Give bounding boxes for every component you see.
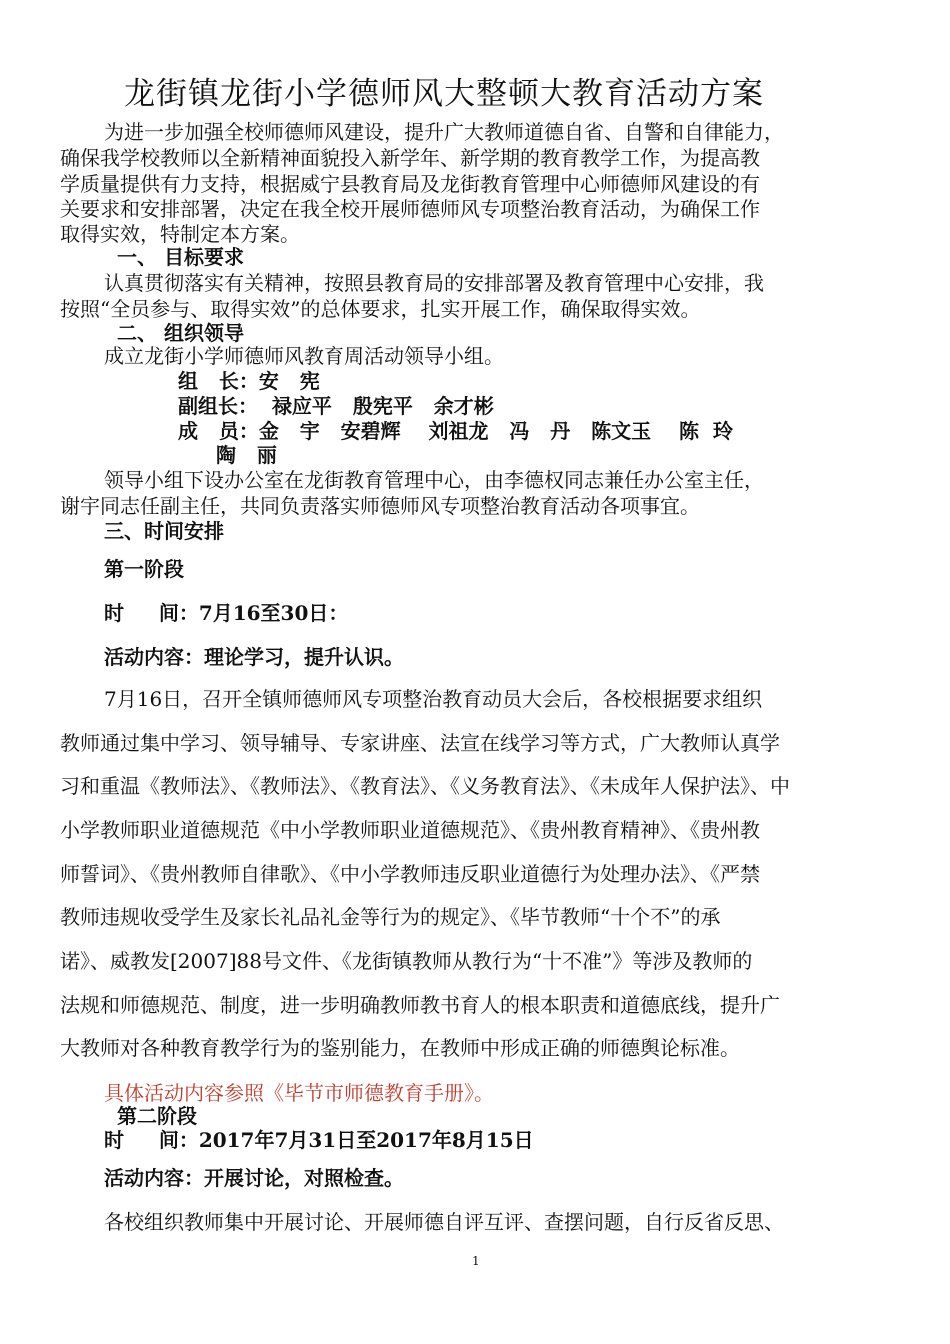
document-title: 龙街镇龙街小学德师风大整顿大教育活动方案: [124, 76, 764, 112]
stage-one-content: 活动内容：理论学习，提升认识。: [104, 645, 404, 669]
page-number: 1: [472, 1254, 480, 1268]
section-heading-goals: 一、 目标要求: [117, 245, 244, 269]
section-heading-organization: 二、 组织领导: [117, 321, 244, 345]
intro-line: 取得实效，特制定本方案。: [60, 222, 300, 246]
group-leader: 组 长：安 宪: [178, 369, 320, 393]
goals-line: 按照“全员参与、取得实效”的总体要求，扎实开展工作，确保取得实效。: [60, 297, 701, 321]
office-line: 谢宇同志任副主任，共同负责落实师德师风专项整治教育活动各项事宜。: [60, 494, 700, 518]
stage-one-body-line: 诺》、威教发[2007]88号文件、《龙街镇教师从教行为“十不准”》等涉及教师的: [60, 949, 753, 973]
intro-line: 为进一步加强全校师德师风建设，提升广大教师道德自省、自警和自律能力，: [104, 120, 784, 144]
stage-one-body-line: 师誓词》、《贵州教师自律歌》、《中小学教师违反职业道德行为处理办法》、《严禁: [60, 862, 760, 886]
stage-one-reference-note: 具体活动内容参照《毕节市师德教育手册》。: [104, 1081, 494, 1105]
intro-line: 学质量提供有力支持，根据威宁县教育局及龙街教育管理中心师德师风建设的有: [60, 172, 760, 196]
section-heading-schedule: 三、时间安排: [104, 519, 224, 543]
stage-one-body-line: 教师通过集中学习、领导辅导、专家讲座、法宣在线学习等方式，广大教师认真学: [60, 731, 780, 755]
stage-two-time: 时 间：2017年7月31日至2017年8月15日: [104, 1128, 534, 1152]
goals-line: 认真贯彻落实有关精神，按照县教育局的安排部署及教育管理中心安排，我: [104, 271, 764, 295]
group-members: 成 员：金 宇 安碧辉 刘祖龙 冯 丹 陈文玉 陈 玲: [178, 419, 733, 443]
stage-two-label: 第二阶段: [117, 1104, 197, 1128]
stage-one-body-line: 习和重温《教师法》、《教师法》、《教育法》、《义务教育法》、《未成年人保护法》、中: [60, 774, 790, 798]
stage-one-time: 时 间：7月16至30日：: [104, 601, 349, 625]
stage-one-body-line: 大教师对各种教育教学行为的鉴别能力，在教师中形成正确的师德舆论标准。: [60, 1036, 740, 1060]
intro-line: 确保我学校教师以全新精神面貌投入新学年、新学期的教育教学工作，为提高教: [60, 146, 760, 170]
intro-line: 关要求和安排部署，决定在我全校开展师德师风专项整治教育活动，为确保工作: [60, 197, 760, 221]
group-members-continued: 陶 丽: [216, 443, 277, 467]
stage-one-body-line: 教师违规收受学生及家长礼品礼金等行为的规定》、《毕节教师“十个不”的承: [60, 905, 721, 929]
organization-lead: 成立龙街小学师德师风教育周活动领导小组。: [104, 344, 504, 368]
stage-two-body-line: 各校组织教师集中开展讨论、开展师德自评互评、查摆问题，自行反省反思、: [104, 1210, 784, 1234]
stage-one-label: 第一阶段: [104, 557, 184, 581]
stage-two-content: 活动内容：开展讨论，对照检查。: [104, 1166, 404, 1190]
stage-one-body-line: 小学教师职业道德规范《中小学教师职业道德规范》、《贵州教育精神》、《贵州教: [60, 818, 760, 842]
office-line: 领导小组下设办公室在龙街教育管理中心，由李德权同志兼任办公室主任，: [104, 468, 764, 492]
stage-one-body-line: 7月16日，召开全镇师德师风专项整治教育动员大会后，各校根据要求组织: [104, 687, 763, 711]
stage-one-body-line: 法规和师德规范、制度，进一步明确教师教书育人的根本职责和道德底线，提升广: [60, 993, 780, 1017]
deputy-leaders: 副组长： 禄应平 殷宪平 余才彬: [178, 394, 494, 418]
